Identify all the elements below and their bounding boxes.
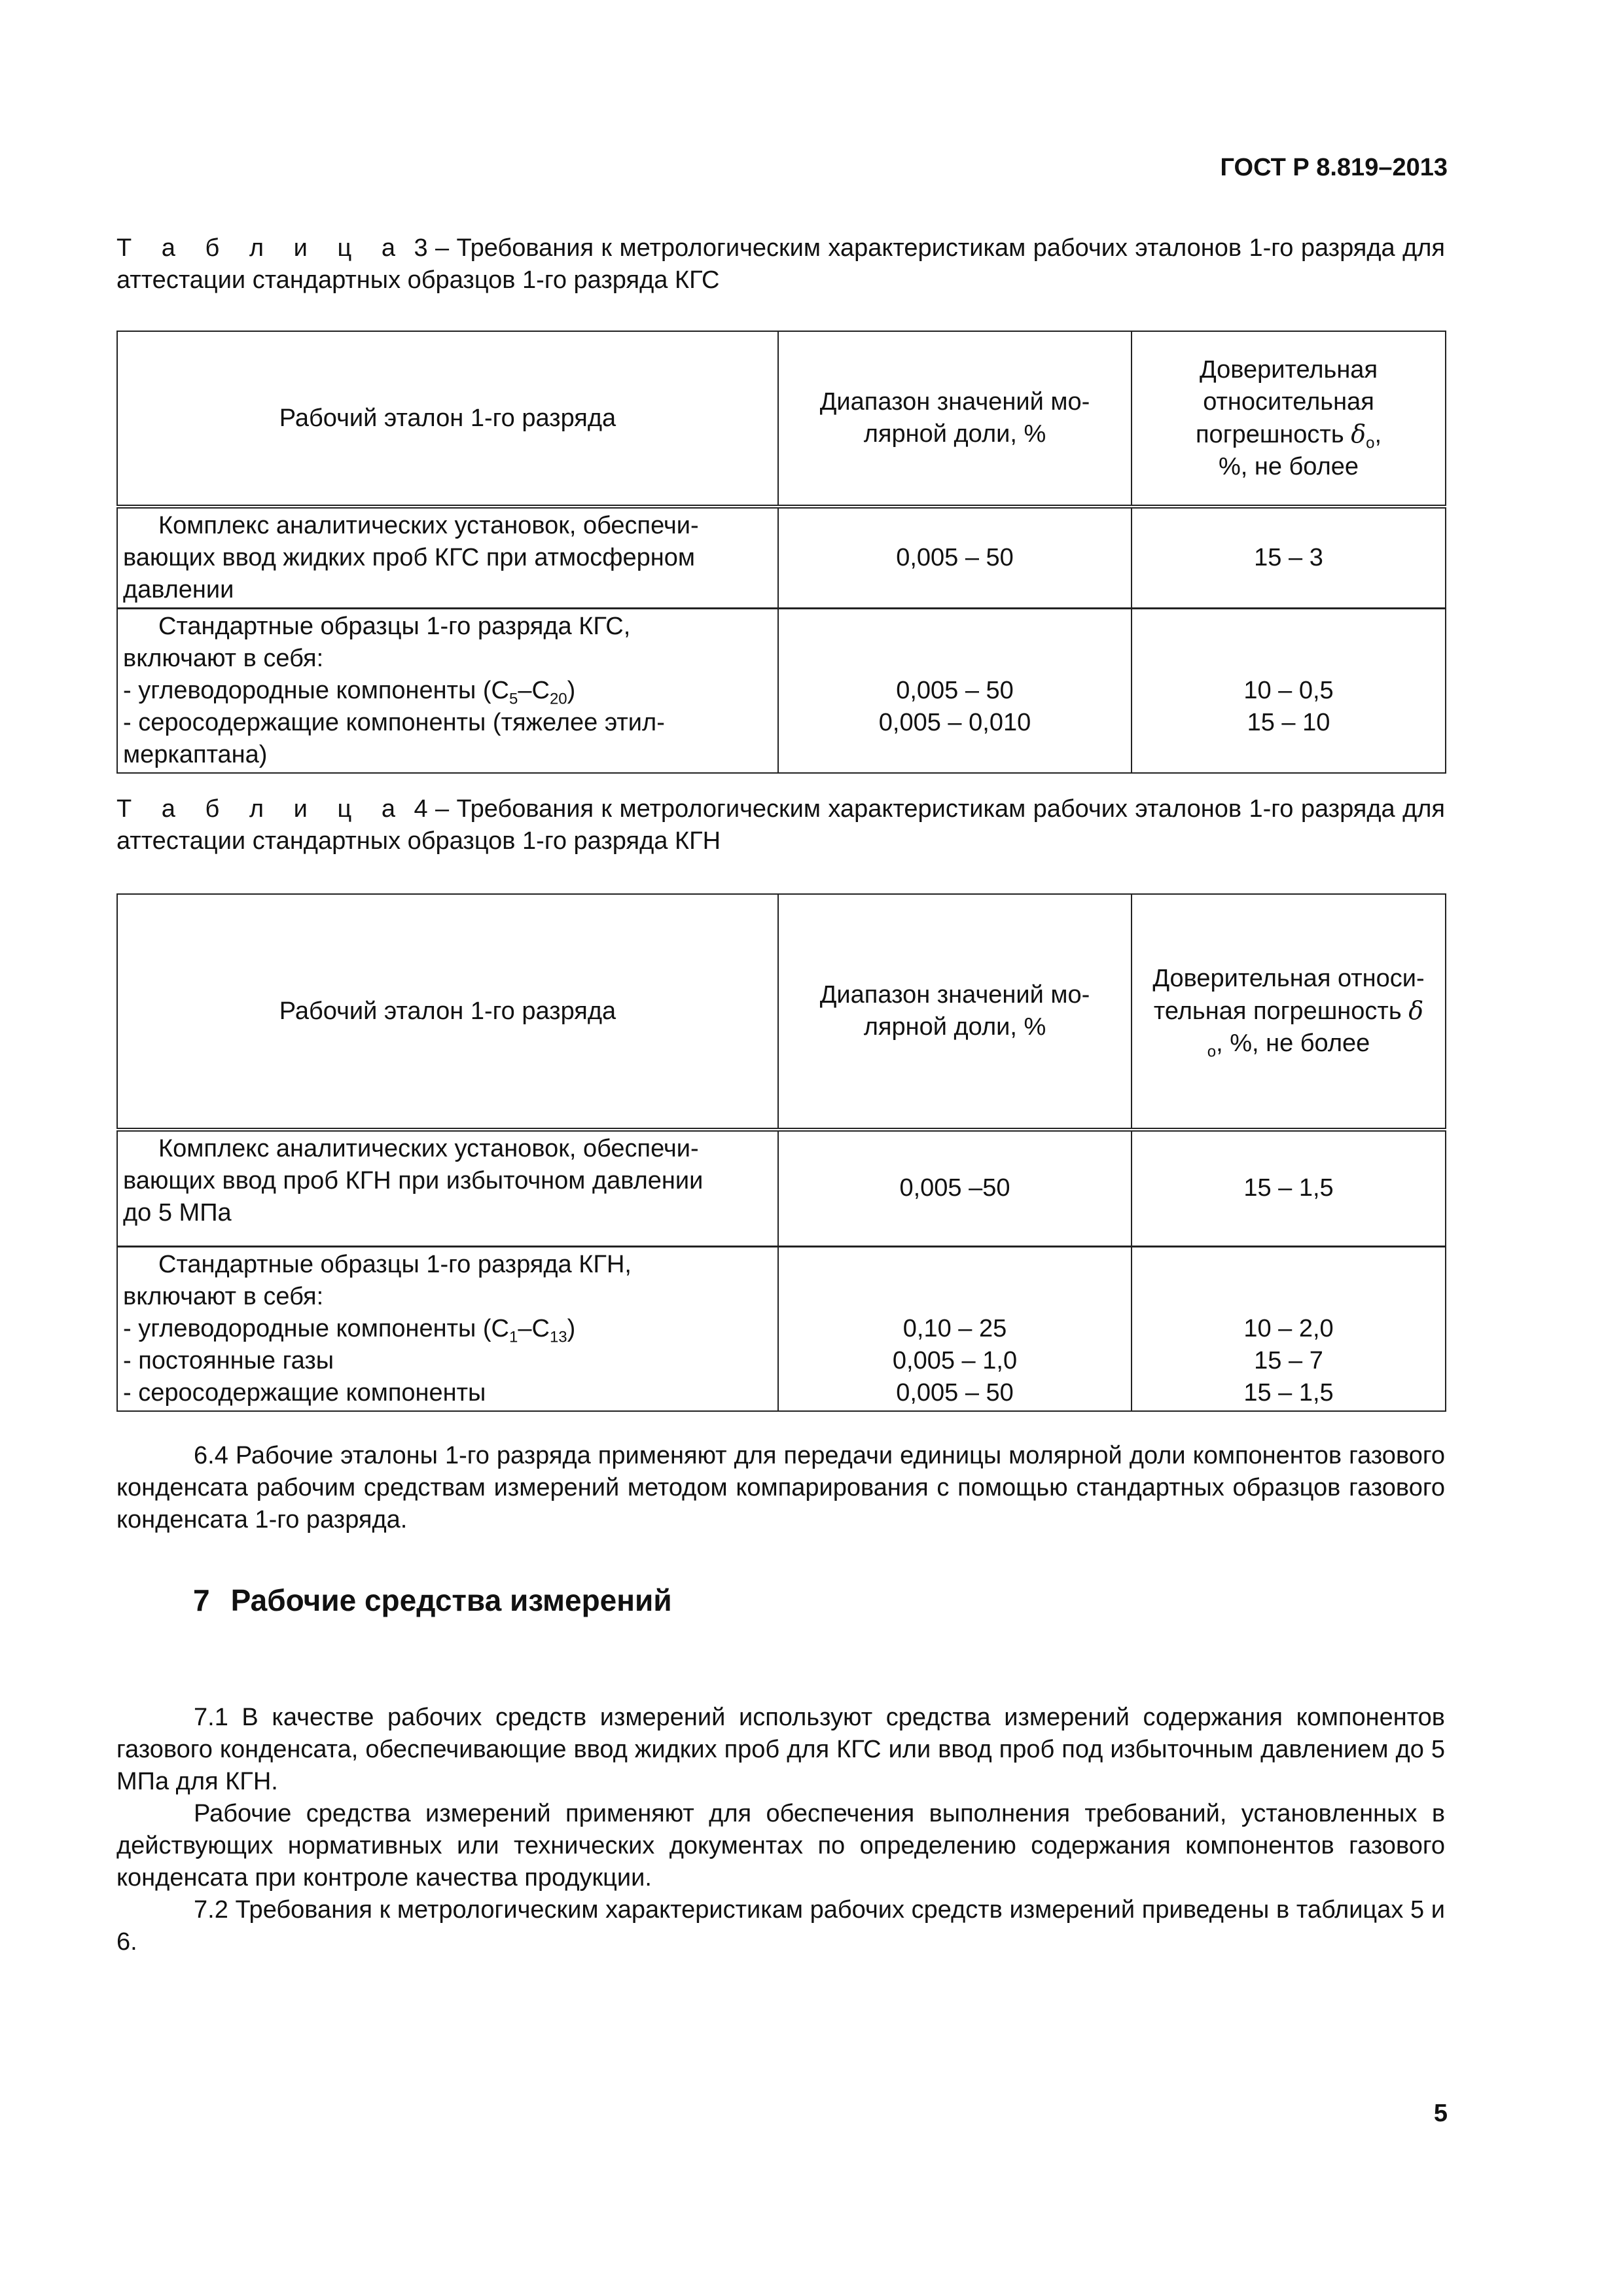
table4-caption-text: – Требования к метрологическим характеристикам рабочих эталонов 1-го разряда для аттестации стандартных образцов 1-го разряда КГН bbox=[116, 795, 1446, 855]
section-7-body bbox=[116, 1702, 1445, 1958]
table3-caption-text: – Требования к метрологическим характеристикам рабочих эталонов 1-го разряда для аттестации стандартных образцов 1-го разряда КГС bbox=[116, 234, 1446, 294]
table3-caption-word: Т а б л и ц а bbox=[116, 234, 407, 262]
table4-caption-word: Т а б л и ц а bbox=[116, 795, 407, 823]
table3-row1-error: 15 – 3 bbox=[1132, 507, 1446, 609]
document-code: ГОСТ Р 8.819–2013 bbox=[1220, 154, 1448, 181]
table-row bbox=[117, 1246, 1446, 1411]
delta-symbol: δ bbox=[1351, 419, 1366, 448]
table3-caption-number: 3 bbox=[414, 234, 428, 262]
table4-header-error: Доверительная относи- тельная погрешность δ $_o$, %, не более bbox=[1132, 894, 1446, 1130]
table3-header-standard: Рабочий эталон 1-го разряда bbox=[117, 331, 778, 507]
table4-row2-range: 0,10 – 25 0,005 – 1,0 0,005 – 50 bbox=[778, 1246, 1132, 1411]
page-number: 5 bbox=[1433, 2100, 1448, 2127]
paragraph-7-1: 7.1 В качестве рабочих средств измерений используют средства измерений содержания компонентов газового конденсата, обеспечивающие ввод жидких проб для КГС или ввод проб под избыточным давлением до 5 МПа для КГН. bbox=[116, 1704, 1445, 1795]
table3-caption bbox=[116, 232, 1445, 296]
paragraph-6-4: 6.4 Рабочие эталоны 1-го разряда применяют для передачи единицы молярной доли компонентов газового конденсата рабочим средствам измерений методом компарирования с помощью стандартных образцов газового конденсата 1-го разряда. bbox=[116, 1442, 1445, 1534]
table4-caption bbox=[116, 793, 1445, 857]
table3-row1-name: Комплекс аналитических установок, обеспечи- вающих ввод жидких проб КГС при атмосферном давлении bbox=[117, 507, 778, 609]
section-7-heading: 7 Рабочие средства измерений bbox=[193, 1583, 672, 1617]
table4-row2-name: Стандартные образцы 1-го разряда КГН, включают в себя: - углеводородные компоненты $(С_1-С_{13})$ - постоянные газы - серосодержащие компоненты bbox=[117, 1246, 778, 1411]
table4-row2-error: 10 – 2,0 15 – 7 15 – 1,5 bbox=[1132, 1246, 1446, 1411]
table4-header-range: Диапазон значений мо- лярной доли, % bbox=[778, 894, 1132, 1130]
table4-header-row bbox=[117, 894, 1446, 1130]
table4-caption-number: 4 bbox=[414, 795, 428, 823]
table3-header-range: Диапазон значений мо- лярной доли, % bbox=[778, 331, 1132, 507]
table-row bbox=[117, 609, 1446, 774]
table3-header-error: Доверительная относительная погрешность $\delta_o$, %, не более bbox=[1132, 331, 1446, 507]
table3 bbox=[116, 331, 1446, 774]
table3-row1-range: 0,005 – 50 bbox=[778, 507, 1132, 609]
paragraph-7-2: 7.2 Требования к метрологическим характеристикам рабочих средств измерений приведены в таблицах 5 и 6. bbox=[116, 1896, 1445, 1956]
table3-row2-name: Стандартные образцы 1-го разряда КГС, включают в себя: - углеводородные компоненты $(С_5-С_{20})$ - серосодержащие компоненты (тяжелее этил- меркаптана) bbox=[117, 609, 778, 774]
table-row bbox=[117, 507, 1446, 609]
table3-header-row bbox=[117, 331, 1446, 507]
table4-header-standard: Рабочий эталон 1-го разряда bbox=[117, 894, 778, 1130]
paragraph-7-1-cont: Рабочие средства измерений применяют для обеспечения выполнения требований, установленных в действующих нормативных или технических документах по определению содержания компонентов газового конденсата при контроле качества продукции. bbox=[116, 1800, 1445, 1892]
table4 bbox=[116, 893, 1446, 1412]
delta-symbol: δ bbox=[1408, 996, 1424, 1025]
table3-row2-range: 0,005 – 50 0,005 – 0,010 bbox=[778, 609, 1132, 774]
table4-row1-error: 15 – 1,5 bbox=[1132, 1130, 1446, 1246]
table3-row2-error: 10 – 0,5 15 – 10 bbox=[1132, 609, 1446, 774]
table4-row1-name: Комплекс аналитических установок, обеспечи- вающих ввод проб КГН при избыточном давлении до 5 МПа bbox=[117, 1130, 778, 1246]
table4-row1-range: 0,005 –50 bbox=[778, 1130, 1132, 1246]
table-row bbox=[117, 1130, 1446, 1246]
